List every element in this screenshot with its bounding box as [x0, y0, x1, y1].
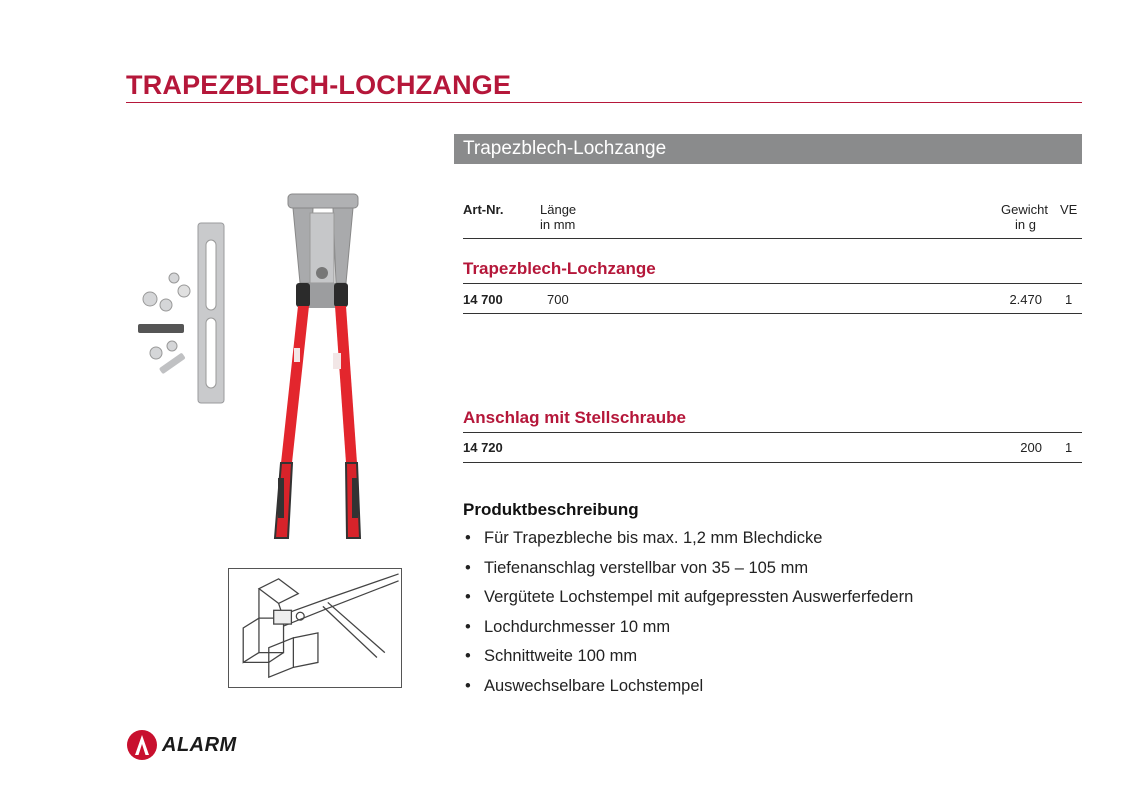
list-item: • Für Trapezbleche bis max. 1,2 mm Blechdicke — [465, 529, 823, 547]
usage-diagram-icon — [228, 568, 402, 688]
section-title-anschlag: Anschlag mit Stellschraube — [463, 408, 686, 427]
list-item: • Vergütete Lochstempel mit aufgepressten Auswerferfedern — [465, 588, 914, 606]
list-item: • Schnittweite 100 mm — [465, 647, 638, 665]
page-title: TRAPEZBLECH-LOCHZANGE — [126, 70, 512, 100]
header-laenge — [540, 202, 576, 232]
list-item-text: Lochdurchmesser 10 mm — [484, 617, 671, 636]
punch-pliers-icon — [128, 188, 388, 543]
cell-gewicht: 200 — [1020, 440, 1042, 455]
cell-ve: 1 — [1065, 292, 1073, 307]
cell-ve: 1 — [1065, 440, 1073, 455]
section-title-lochzange: Trapezblech-Lochzange — [463, 259, 656, 278]
table-heading: Trapezblech-Lochzange — [454, 134, 1082, 164]
description-list — [463, 529, 913, 706]
list-item-text: Schnittweite 100 mm — [484, 647, 638, 665]
section-divider — [463, 283, 1082, 284]
cell-laenge: 700 — [547, 292, 569, 307]
header-gewicht — [990, 202, 1048, 232]
row-divider — [463, 462, 1082, 463]
list-item: • Tiefenanschlag verstellbar von 35 – 105 mm — [465, 558, 809, 577]
list-item-text: Für Trapezbleche bis max. 1,2 mm Blechdicke — [484, 529, 823, 547]
cell-art-nr: 14 700 — [463, 292, 503, 307]
logo-text: ALARM — [162, 734, 237, 756]
header-gewicht-line2: in g — [1015, 217, 1036, 232]
cell-art-nr: 14 720 — [463, 440, 503, 455]
header-ve: VE — [1060, 202, 1078, 217]
row-divider — [463, 313, 1082, 314]
section-divider — [463, 432, 1082, 433]
header-gewicht-line1: Gewicht — [1001, 202, 1048, 217]
header-art-nr: Art-Nr. — [463, 202, 504, 217]
list-item-text: Auswechselbare Lochstempel — [484, 676, 704, 695]
title-divider — [126, 102, 1082, 103]
header-divider — [463, 238, 1082, 239]
list-item-text: Vergütete Lochstempel mit aufgepressten Auswerferfedern — [484, 588, 914, 606]
list-item: • Auswechselbare Lochstempel — [465, 676, 704, 695]
list-item-text: Tiefenanschlag verstellbar von 35 – 105 mm — [484, 558, 809, 577]
list-item: • Lochdurchmesser 10 mm — [465, 617, 671, 636]
header-laenge-line1: Länge — [540, 202, 577, 217]
cell-gewicht: 2.470 — [1009, 292, 1042, 307]
header-laenge-line2: in mm — [540, 217, 576, 232]
description-title: Produktbeschreibung — [463, 500, 639, 519]
